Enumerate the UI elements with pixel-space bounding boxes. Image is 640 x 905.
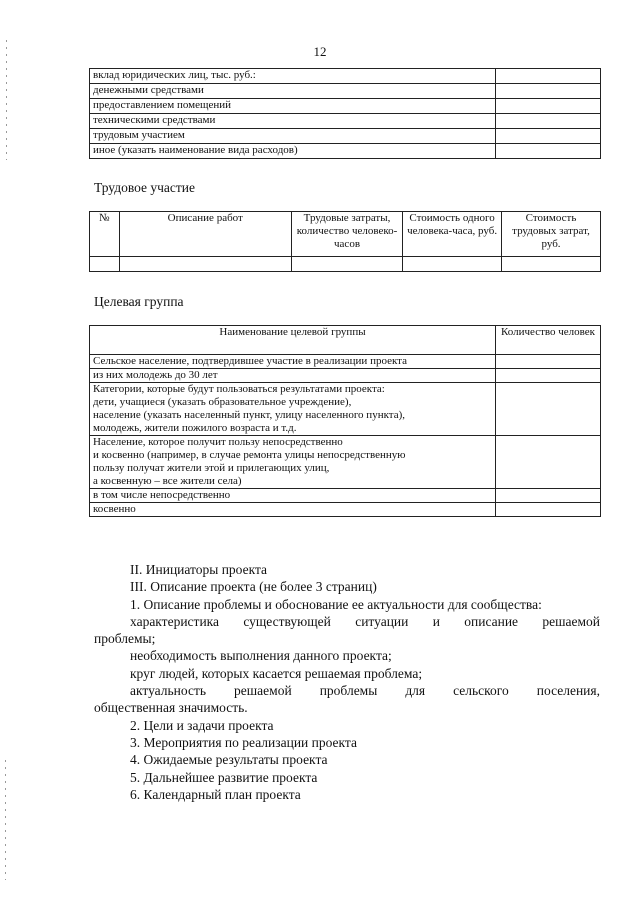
item-3: 3. Мероприятия по реализации проекта bbox=[130, 734, 357, 750]
table-row bbox=[90, 503, 601, 517]
row-label: косвенно bbox=[90, 503, 496, 517]
table-row bbox=[90, 257, 601, 272]
value-cell bbox=[496, 114, 601, 129]
value-cell bbox=[496, 129, 601, 144]
relevance-line-1: актуальность решаемой проблемы для сельского поселения, bbox=[130, 683, 600, 699]
value-cell bbox=[496, 369, 601, 383]
value-cell bbox=[496, 144, 601, 159]
empty-cell bbox=[291, 257, 402, 272]
page-number: 12 bbox=[313, 44, 327, 59]
row-label: Категории, которые будут пользоваться результатами проекта: дети, учащиеся (указать образовательное учреждение), население (указать населенный пункт, улицу населенного пункта), молодежь, жители пожилого возраста и т.д. bbox=[90, 383, 496, 436]
col-header-description: Описание работ bbox=[119, 212, 291, 257]
item-2: 2. Цели и задачи проекта bbox=[130, 717, 274, 733]
table-header-row bbox=[90, 326, 601, 355]
project-description-text bbox=[94, 561, 600, 803]
item-5: 5. Дальнейшее развитие проекта bbox=[130, 769, 318, 785]
situation-line-2: проблемы; bbox=[94, 631, 156, 647]
table-row bbox=[90, 383, 601, 436]
value-cell bbox=[496, 99, 601, 114]
table-row bbox=[90, 489, 601, 503]
contributions-table bbox=[89, 68, 601, 159]
item-6: 6. Календарный план проекта bbox=[130, 786, 301, 802]
situation-line-1: характеристика существующей ситуации и описание решаемой bbox=[130, 613, 600, 629]
empty-cell bbox=[502, 257, 601, 272]
target-group-table bbox=[89, 325, 601, 517]
scan-edge-mark bbox=[5, 760, 6, 880]
table-row bbox=[90, 436, 601, 489]
empty-cell bbox=[403, 257, 502, 272]
row-label: Население, которое получит пользу непосредственно и косвенно (например, в случае ремонта улицы непосредственную пользу получат жители этой и прилегающих улиц, а косвенную – все жители села) bbox=[90, 436, 496, 489]
row-label: предоставлением помещений bbox=[90, 99, 496, 114]
value-cell bbox=[496, 489, 601, 503]
value-cell bbox=[496, 69, 601, 84]
col-header-group-name: Наименование целевой группы bbox=[90, 326, 496, 355]
col-header-count: Количество человек bbox=[496, 326, 601, 355]
row-label: из них молодежь до 30 лет bbox=[90, 369, 496, 383]
col-header-labor-cost: Трудовые затраты, количество человеко-часов bbox=[291, 212, 402, 257]
value-cell bbox=[496, 503, 601, 517]
item-1: 1. Описание проблемы и обоснование ее актуальности для сообщества: bbox=[130, 596, 542, 612]
table-row bbox=[90, 114, 601, 129]
table-header-row bbox=[90, 212, 601, 257]
empty-cell bbox=[119, 257, 291, 272]
section-3-heading: III. Описание проекта (не более 3 страниц) bbox=[130, 579, 377, 595]
circle-line: круг людей, которых касается решаемая проблема; bbox=[130, 665, 423, 681]
table-row bbox=[90, 84, 601, 99]
value-cell bbox=[496, 436, 601, 489]
necessity-line: необходимость выполнения данного проекта; bbox=[130, 648, 392, 664]
col-header-number: № bbox=[90, 212, 120, 257]
row-label: иное (указать наименование вида расходов) bbox=[90, 144, 496, 159]
table-row bbox=[90, 99, 601, 114]
value-cell bbox=[496, 84, 601, 99]
row-label: Сельское население, подтвердившее участие в реализации проекта bbox=[90, 355, 496, 369]
row-label: в том числе непосредственно bbox=[90, 489, 496, 503]
item-4: 4. Ожидаемые результаты проекта bbox=[130, 752, 328, 768]
labor-table bbox=[89, 211, 601, 272]
col-header-total-cost: Стоимость трудовых затрат, руб. bbox=[502, 212, 601, 257]
table-row bbox=[90, 69, 601, 84]
empty-cell bbox=[90, 257, 120, 272]
table-row bbox=[90, 355, 601, 369]
row-label: денежными средствами bbox=[90, 84, 496, 99]
row-label: трудовым участием bbox=[90, 129, 496, 144]
value-cell bbox=[496, 355, 601, 369]
col-header-hour-cost: Стоимость одного человека-часа, руб. bbox=[403, 212, 502, 257]
table-row bbox=[90, 129, 601, 144]
table-row bbox=[90, 144, 601, 159]
relevance-line-2: общественная значимость. bbox=[94, 700, 248, 716]
value-cell bbox=[496, 383, 601, 436]
row-label: вклад юридических лиц, тыс. руб.: bbox=[90, 69, 496, 84]
table-row bbox=[90, 369, 601, 383]
target-heading: Целевая группа bbox=[94, 294, 184, 309]
section-2-heading: II. Инициаторы проекта bbox=[130, 562, 268, 577]
row-label: техническими средствами bbox=[90, 114, 496, 129]
labor-heading: Трудовое участие bbox=[94, 180, 196, 195]
